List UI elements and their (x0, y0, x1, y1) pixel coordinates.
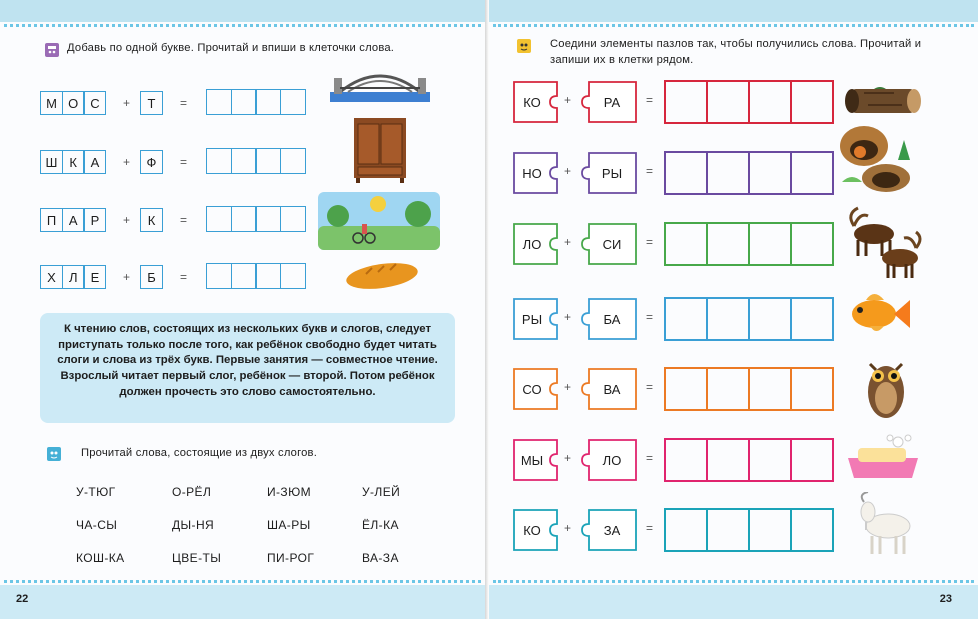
syllable-word: КОШ-КА (76, 551, 125, 565)
plus-sign: + (564, 93, 572, 107)
parent-note: К чтению слов, состоящих из нескольких букв и слогов, следует приступать только после того, как ребёнок свободно будет читать слоги и слова из трёх букв. Первые занятия — совместное чтение. Взрослый читает первый слог, ребёнок — второй. Потом ребёнок должен прочесть это слово самостоятельно. (40, 313, 455, 423)
answer-cells[interactable] (664, 297, 834, 341)
answer-cells[interactable] (206, 206, 306, 232)
task1-instruction: Добавь по одной букве. Прочитай и впиши в клеточки слова. (67, 42, 395, 54)
letter-cell: Х (40, 265, 63, 289)
syllable-a: РЫ (521, 311, 543, 327)
add-letter-cell: К (140, 208, 163, 232)
syllable-word: ЦВЕ-ТЫ (172, 551, 222, 565)
syllable-a: СО (522, 381, 542, 397)
answer-cell[interactable] (790, 80, 834, 124)
answer-cells[interactable] (664, 438, 834, 482)
answer-cells[interactable] (664, 80, 834, 124)
page-number: 23 (939, 593, 952, 605)
answer-cell[interactable] (748, 438, 792, 482)
letter-cell: А (83, 150, 106, 174)
answer-cell[interactable] (748, 297, 792, 341)
syllable-a: КО (523, 522, 541, 538)
syllable-b: ЛО (602, 452, 622, 468)
bridge-picture (330, 66, 430, 102)
equals-sign: = (180, 213, 188, 227)
bottom-band (0, 585, 485, 619)
syllable-a: МЫ (520, 452, 544, 468)
puzzle-piece-left[interactable] (513, 152, 559, 194)
answer-cell[interactable] (706, 80, 750, 124)
equals-sign: = (646, 451, 654, 465)
syllable-b: РЫ (601, 165, 623, 181)
park-picture (318, 192, 440, 250)
bottom-band (489, 585, 978, 619)
owl-picture (862, 358, 910, 420)
top-band (489, 0, 978, 22)
answer-cells[interactable] (664, 367, 834, 411)
equals-sign: = (646, 380, 654, 394)
answer-cells[interactable] (206, 89, 306, 115)
syllable-b: СИ (602, 236, 622, 252)
top-dotted-line (493, 24, 974, 27)
right-page (489, 0, 978, 619)
soap-picture (844, 432, 922, 484)
puzzle-piece-right[interactable] (579, 509, 637, 551)
plus-sign: + (564, 380, 572, 394)
plus-sign: + (123, 270, 131, 284)
answer-cell[interactable] (664, 367, 708, 411)
answer-cell[interactable] (790, 222, 834, 266)
syllable-b: БА (603, 311, 621, 327)
equals-sign: = (646, 521, 654, 535)
answer-cell[interactable] (748, 508, 792, 552)
syllable-b: ЗА (603, 522, 621, 538)
syllable-a: ЛО (522, 236, 542, 252)
task2-instruction: Прочитай слова, состоящие из двух слогов. (81, 447, 318, 459)
puzzle-piece-right[interactable] (579, 152, 637, 194)
puzzle-piece-right[interactable] (579, 298, 637, 340)
puzzle-piece-right[interactable] (579, 81, 637, 123)
plus-sign: + (123, 213, 131, 227)
page-number: 22 (16, 593, 29, 605)
letter-cell: К (62, 150, 85, 174)
log-picture (844, 85, 922, 117)
syllable-word: ВА-ЗА (362, 551, 399, 565)
answer-cell[interactable] (790, 151, 834, 195)
puzzle-instruction: Соедини элементы пазлов так, чтобы получились слова. Прочитай и запиши их в клетки рядом. (550, 38, 922, 66)
letter-cell: А (62, 208, 85, 232)
answer-cell[interactable] (790, 438, 834, 482)
syllable-word: И-ЗЮМ (267, 485, 311, 499)
syllable-word: О-РЁЛ (172, 485, 212, 499)
answer-cell[interactable] (706, 151, 750, 195)
book-icon (44, 42, 60, 58)
plus-sign: + (564, 235, 572, 249)
plus-sign: + (564, 310, 572, 324)
answer-cell[interactable] (706, 297, 750, 341)
answer-cell[interactable] (790, 367, 834, 411)
answer-cell[interactable] (748, 151, 792, 195)
answer-cells[interactable] (206, 263, 306, 289)
syllable-word: ДЫ-НЯ (172, 518, 215, 532)
puzzle-piece-left[interactable] (513, 509, 559, 551)
syllable-word: У-ЛЕЙ (362, 485, 401, 499)
answer-cell[interactable] (706, 438, 750, 482)
answer-cell[interactable] (664, 80, 708, 124)
answer-cell[interactable] (748, 367, 792, 411)
syllable-b: РА (603, 94, 621, 110)
puzzle-piece-left[interactable] (513, 298, 559, 340)
answer-cells[interactable] (664, 151, 834, 195)
equals-sign: = (180, 270, 188, 284)
syllable-word: У-ТЮГ (76, 485, 116, 499)
equals-sign: = (646, 310, 654, 324)
moose-picture (844, 200, 924, 280)
syllable-word: ША-РЫ (267, 518, 311, 532)
syllable-a: КО (523, 94, 541, 110)
equals-sign: = (180, 155, 188, 169)
letter-cell: Л (62, 265, 85, 289)
add-letter-cell: Б (140, 265, 163, 289)
answer-cell[interactable] (706, 222, 750, 266)
bottom-dotted-line (493, 580, 974, 583)
left-page (0, 0, 485, 619)
bottom-dotted-line (4, 580, 481, 583)
answer-cell[interactable] (790, 508, 834, 552)
answer-cell[interactable] (664, 222, 708, 266)
letter-cell: Ш (40, 150, 63, 174)
puzzle-piece-left[interactable] (513, 223, 559, 265)
letter-cell: М (40, 91, 63, 115)
puzzle-piece-left[interactable] (513, 368, 559, 410)
answer-cell[interactable] (706, 508, 750, 552)
book-character-icon (46, 446, 62, 462)
plus-sign: + (123, 96, 131, 110)
answer-cell[interactable] (748, 80, 792, 124)
letter-cell: П (40, 208, 63, 232)
answer-cell[interactable] (664, 297, 708, 341)
answer-cell[interactable] (664, 438, 708, 482)
add-letter-cell: Т (140, 91, 163, 115)
answer-cells[interactable] (206, 148, 306, 174)
goldfish-picture (846, 288, 912, 340)
answer-cell[interactable] (790, 297, 834, 341)
plus-sign: + (564, 451, 572, 465)
puzzle-piece-left[interactable] (513, 81, 559, 123)
letter-cell: Е (83, 265, 106, 289)
puzzle-piece-left[interactable] (513, 439, 559, 481)
equals-sign: = (646, 93, 654, 107)
equals-sign: = (646, 164, 654, 178)
puzzle-piece-right[interactable] (579, 368, 637, 410)
syllable-b: ВА (603, 381, 621, 397)
equals-sign: = (180, 96, 188, 110)
letter-cell: Р (83, 208, 106, 232)
plus-sign: + (564, 521, 572, 535)
answer-cells[interactable] (664, 222, 834, 266)
answer-cell[interactable] (664, 508, 708, 552)
book-character-icon (516, 38, 532, 54)
letter-cell: С (83, 91, 106, 115)
answer-cell[interactable] (748, 222, 792, 266)
syllable-a: НО (522, 165, 542, 181)
plus-sign: + (564, 164, 572, 178)
answer-cell[interactable] (706, 367, 750, 411)
syllable-word: ПИ-РОГ (267, 551, 315, 565)
letter-cell: О (62, 91, 85, 115)
goat-picture (858, 492, 920, 558)
syllable-word: ЧА-СЫ (76, 518, 118, 532)
top-band (0, 0, 485, 22)
wardrobe-picture (352, 116, 408, 184)
equals-sign: = (646, 235, 654, 249)
burrows-picture (838, 124, 918, 192)
syllable-word: ЁЛ-КА (362, 518, 399, 532)
plus-sign: + (123, 155, 131, 169)
puzzle-piece-right[interactable] (579, 223, 637, 265)
top-dotted-line (4, 24, 481, 27)
answer-cells[interactable] (664, 508, 834, 552)
bread-picture (344, 260, 420, 290)
add-letter-cell: Ф (140, 150, 163, 174)
puzzle-piece-right[interactable] (579, 439, 637, 481)
answer-cell[interactable] (664, 151, 708, 195)
